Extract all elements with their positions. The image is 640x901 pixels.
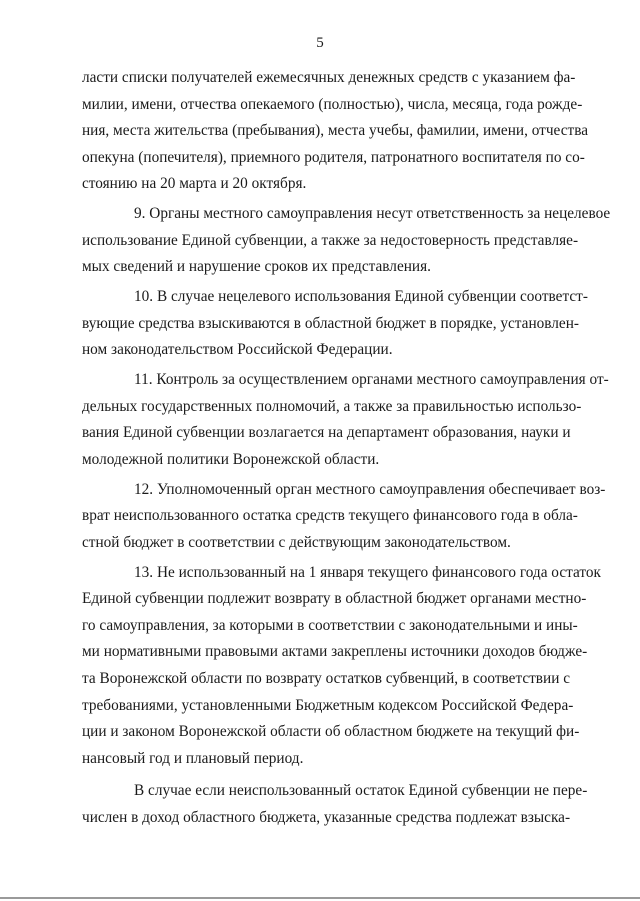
text-line: молодежной политики Воронежской области. [82, 450, 380, 468]
text-line: милии, имени, отчества опекаемого (полностью), числа, месяца, года рожде- [82, 95, 583, 113]
text-line: мых сведений и нарушение сроков их представления. [82, 258, 431, 276]
text-line: стоянию на 20 марта и 20 октября. [82, 175, 307, 193]
text-line: 9. Органы местного самоуправления несут ответственность за нецелевое [134, 205, 611, 223]
text-line: 11. Контроль за осуществлением органами местного самоуправления от- [134, 371, 609, 389]
text-line: числен в доход областного бюджета, указанные средства подлежат взыска- [82, 808, 571, 826]
bottom-scan-edge [0, 897, 640, 899]
text-line: нансовый год и плановый период. [82, 749, 304, 767]
text-line: Единой субвенции подлежит возврату в областной бюджет органами местно- [82, 590, 587, 608]
paragraph-unreturned-balance [82, 778, 588, 831]
text-line: вующие средства взыскиваются в областной бюджет в порядке, установлен- [82, 314, 579, 332]
paragraph-item-9 [82, 201, 611, 281]
paragraph-item-11 [82, 367, 609, 473]
text-line: ния, места жительства (пребывания), места учебы, фамилии, имени, отчества [82, 122, 589, 140]
text-line: 13. Не использованный на 1 января текущего финансового года остаток [134, 563, 601, 581]
text-line: ласти списки получателей ежемесячных денежных средств с указанием фа- [82, 69, 576, 86]
text-line: требованиями, установленными Бюджетным кодексом Российской Федера- [82, 696, 574, 714]
text-line: 12. Уполномоченный орган местного самоуправления обеспечивает воз- [134, 480, 606, 498]
text-line: стной бюджет в соответствии с действующим законодательством. [82, 533, 511, 551]
text-line: опекуна (попечителя), приемного родителя, патронатного воспитателя по со- [82, 148, 585, 166]
text-line: В случае если неиспользованный остаток Единой субвенции не пере- [134, 782, 588, 800]
text-line: ном законодательством Российской Федерации. [82, 341, 393, 359]
text-line: врат неиспользованного остатка средств текущего финансового года в обла- [82, 507, 578, 525]
text-line: та Воронежской области по возврату остатков субвенций, в соответствии с [82, 670, 570, 687]
text-line: использование Единой субвенции, а также за недостоверность представляе- [82, 231, 579, 249]
text-line: дельных государственных полномочий, а также за правильностью использо- [82, 397, 582, 415]
document-body [82, 65, 611, 832]
page-number: 5 [316, 35, 324, 51]
text-line: го самоуправления, за которыми в соответствии с законодательными и ины- [82, 616, 578, 634]
text-line: ции и законом Воронежской области об областном бюджете на текущий фи- [82, 723, 580, 741]
paragraph-continuation [82, 65, 589, 198]
text-line: 10. В случае нецелевого использования Единой субвенции соответст- [134, 288, 588, 306]
text-line: вания Единой субвенции возлагается на департамент образования, науки и [82, 424, 571, 442]
text-line: ми нормативными правовыми актами закреплены источники доходов бюдже- [82, 643, 588, 661]
paragraph-item-10 [82, 284, 588, 364]
paragraph-item-12 [82, 477, 606, 557]
paragraph-item-13 [82, 560, 601, 773]
